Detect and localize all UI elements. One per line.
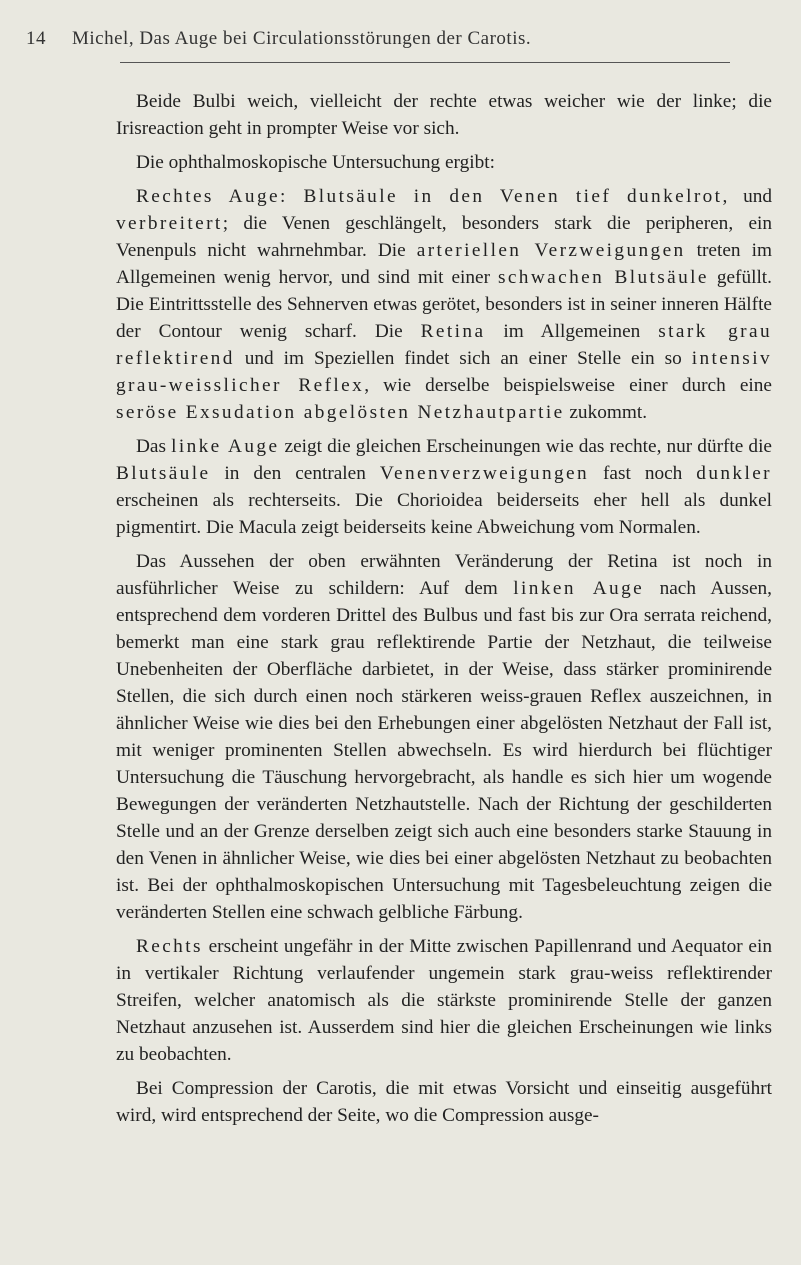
text-run: nach Aussen, entsprechend dem vorderen Drittel des Bulbus und fast bis zur Ora serrata reichend, bemerkt man eine stark grau reflektirende Partie der Netzhaut, die teilweise Unebenheiten der Oberfläche darbietet, in der Weise, dass stärker prominirende Stellen, die sich durch einen noch stärkeren weiss-grauen Reflex auszeichnen, in ähnlicher Weise wie dies bei den Erhebungen einer abgelösten Netzhaut der Fall ist, mit weniger prominenten Stellen abwechseln. Es wird hierdurch bei flüchtiger Untersuchung die Täuschung hervorgebracht, als handle es sich hier um wogende Bewegungen der veränderten Netzhautstelle. Nach der Richtung der geschilderten Stelle und an der Grenze derselben zeigt sich auch eine besonders starke Stauung in den Venen in ähnlicher Weise, wie dies bei einer abgelösten Netzhaut zu beobachten ist. Bei der ophthalmoskopischen Untersuchung mit Tagesbeleuchtung zeigen die veränderten Stellen eine schwach gelbliche Färbung. [116,578,772,923]
running-head [26,28,726,50]
text-run: Bei Compression der Carotis, die mit etwas Vorsicht und einseitig ausgeführt wird, wird entsprechend der Seite, wo die Compression ausge- [116,1078,772,1126]
spaced-emphasis-text: stark grau reflektirend [116,321,772,369]
spaced-emphasis-text: intensiv grau-weisslicher Reflex [116,348,772,396]
text-run: ; die Venen geschlängelt, besonders stark die peripheren, ein Venenpuls nicht wahrnehmbar. Die [116,213,772,261]
text-run: Beide Bulbi weich, vielleicht der rechte etwas weicher wie der linke; die Irisreaction geht in prompter Weise vor sich. [116,91,772,139]
spaced-emphasis-text: linken Auge [513,578,645,599]
body-text [116,88,772,1136]
spaced-emphasis-text: seröse Exsudation abgelösten Netzhautpartie [116,402,565,423]
paragraph [116,433,772,541]
spaced-emphasis-text: Rechtes Auge: Blutsäule in den Venen tief dunkelrot, [136,186,730,207]
text-run: , wie derselbe beispielsweise einer durch eine [364,375,772,396]
paragraph [116,88,772,142]
page-number: 14 [26,28,46,49]
spaced-emphasis-text: Blutsäule [116,463,211,484]
spaced-emphasis-text: dunkler [696,463,772,484]
header-rule [120,62,730,63]
text-run: erscheint ungefähr in der Mitte zwischen Papillenrand und Aequator ein in vertikaler Richtung verlaufender ungemein stark grau-weiss reflektirender Streifen, welcher anatomisch als die stärkste prominirende Stelle der ganzen Netzhaut anzusehen ist. Ausserdem sind hier die gleichen Erscheinungen wie links zu beobachten. [116,936,772,1065]
paragraph [116,1075,772,1129]
spaced-emphasis-text: schwachen Blutsäule [497,267,709,288]
paragraph [116,548,772,926]
text-run: Das [136,436,172,457]
text-run: Das Aussehen der oben erwähnten Veränderung der Retina ist noch in ausführlicher Weise zu schildern: Auf dem [116,551,772,599]
text-run: erscheinen als rechterseits. Die Chorioidea beiderseits eher hell als dunkel pigmentirt. Die Macula zeigt beiderseits keine Abweichung vom Normalen. [116,490,772,538]
text-run: Die ophthalmoskopische Untersuchung ergibt: [136,152,495,173]
spaced-emphasis-text: arteriellen Verzweigungen [416,240,686,261]
spaced-emphasis-text: verbreitert [116,213,223,234]
spaced-emphasis-text: Venenverzweigungen [379,463,590,484]
text-run: fast noch [589,463,697,484]
running-title: Michel, Das Auge bei Circulationsstörungen der Carotis. [72,28,532,49]
text-run: und im Speziellen findet sich an einer Stelle ein so [234,348,692,369]
spaced-emphasis-text: linke Auge [171,436,280,457]
text-run: in den centralen [210,463,380,484]
paragraph [116,933,772,1068]
text-run: im Allgemeinen [485,321,659,342]
text-run: zeigt die gleichen Erscheinungen wie das rechte, nur dürfte die [279,436,772,457]
text-run: zukommt. [564,402,648,423]
text-run: gefüllt. Die Eintrittsstelle des Sehnerven etwas gerötet, besonders ist in seiner inneren Hälfte der Contour wenig scharf. Die [116,267,772,342]
paragraph [116,149,772,176]
spaced-emphasis-text: Rechts [136,936,203,957]
text-run: und [729,186,773,207]
paragraph [116,183,772,426]
text-run: treten im Allgemeinen wenig hervor, und sind mit einer [116,240,772,288]
spaced-emphasis-text: Retina [420,321,486,342]
